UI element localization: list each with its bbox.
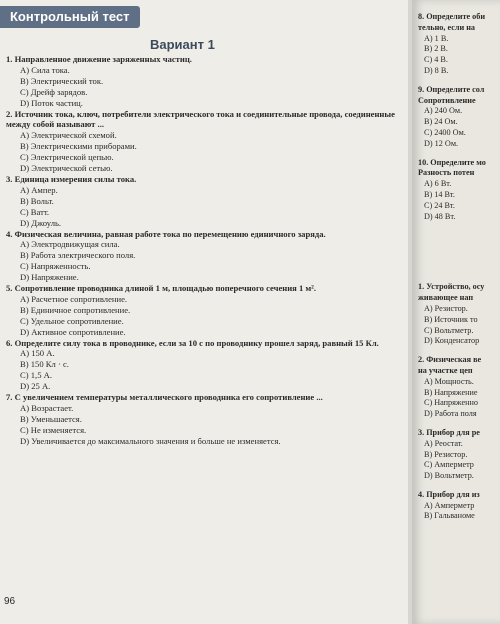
answer-option: A) 150 А. (20, 348, 55, 359)
question-text: 2. Источник тока, ключ, потребители электрического тока и соединительные провода, соединенные между собой называют ... (6, 108, 395, 130)
question-item (418, 282, 498, 347)
answer-option: B) Единичное сопротивление. (20, 304, 131, 315)
question-item (6, 338, 402, 393)
question-item (418, 158, 498, 223)
answer-option: D) Поток частиц. (20, 97, 83, 108)
question-item (418, 355, 498, 420)
question-text-continued: тельно, если на (418, 22, 476, 32)
answer-option: A) Амперметр (424, 500, 475, 510)
answer-option: C) 2400 Ом. (424, 127, 466, 137)
question-text: 6. Определите силу тока в проводнике, если за 10 с по проводнику прошел заряд, равный 15 Кл. (6, 337, 379, 348)
question-item (6, 174, 402, 229)
question-text: 5. Сопротивление проводника длиной 1 м, площадью поперечного сечения 1 м². (6, 283, 316, 294)
question-text: 1. Направленное движение заряженных частиц. (6, 54, 192, 64)
answer-option: A) 1 В. (424, 33, 449, 43)
question-text: 10. Определите мо (418, 157, 486, 167)
answer-option: D) Увеличивается до максимального значения и больше не изменяется. (20, 435, 281, 446)
right-page-questions (418, 12, 498, 530)
answer-option: C) Удельное сопротивление. (20, 315, 124, 326)
question-list (6, 54, 402, 447)
answer-option: C) Дрейф зарядов. (20, 86, 88, 97)
answer-option: B) Уменьшается. (20, 413, 82, 424)
question-text: 1. Устройство, осу (418, 282, 485, 292)
question-text: 9. Определите сол (418, 84, 485, 94)
answer-option: B) Электрический ток. (20, 75, 104, 86)
answer-option: A) Реостат. (424, 438, 463, 448)
question-text-continued: Разность потен (418, 168, 475, 178)
question-text: 4. Физическая величина, равная работе тока по перемещению единичного заряда. (6, 228, 326, 239)
answer-option: C) Электрической цепью. (20, 152, 114, 163)
answer-option: B) 2 В. (424, 44, 448, 54)
question-item (418, 428, 498, 482)
answer-option: A) Резистор. (424, 303, 468, 313)
answer-option: B) Вольт. (20, 195, 54, 206)
answer-option: D) 25 А. (20, 381, 51, 392)
question-item (418, 12, 498, 77)
answer-option: B) Электрическими приборами. (20, 141, 137, 152)
page-number: 96 (4, 596, 16, 607)
answer-option: B) Резистор. (424, 449, 468, 459)
answer-option: A) Сила тока. (20, 64, 70, 75)
question-item (418, 85, 498, 150)
answer-option: A) Расчетное сопротивление. (20, 293, 128, 304)
answer-option: A) Электрической схемой. (20, 130, 117, 141)
answer-option: D) Конденсатор (424, 336, 480, 346)
answer-option: C) Ватт. (20, 206, 50, 217)
answer-option: D) Электрической сетью. (20, 163, 113, 174)
question-text: 7. С увеличением температуры металлического проводника его сопротивление ... (6, 392, 323, 403)
answer-option: A) Ампер. (20, 184, 58, 195)
question-item (418, 490, 498, 522)
answer-option: A) 240 Ом. (424, 106, 463, 116)
question-item (6, 54, 402, 109)
answer-option: D) Активное сопротивление. (20, 326, 126, 337)
question-item (6, 229, 402, 284)
test-header-bar (0, 6, 140, 28)
answer-option: C) 4 В. (424, 55, 448, 65)
answer-option: A) Мощность. (424, 376, 474, 386)
answer-option: D) 12 Ом. (424, 138, 459, 148)
answer-option: C) 24 Вт. (424, 200, 455, 210)
answer-option: B) Работа электрического поля. (20, 250, 136, 261)
question-text-continued: живающее нап (418, 293, 474, 303)
answer-option: C) Напряженно (424, 398, 478, 408)
answer-option: C) Вольтметр. (424, 325, 474, 335)
answer-option: C) Напряженность. (20, 261, 91, 272)
answer-option: A) Возрастает. (20, 403, 74, 413)
variant-title: Вариант 1 (150, 37, 215, 52)
question-text: 4. Прибор для из (418, 489, 480, 499)
answer-option: A) Электродвижущая сила. (20, 239, 120, 250)
answer-option: B) Гальваноме (424, 511, 475, 521)
answer-option: D) Работа поля (424, 409, 477, 419)
answer-option: B) 24 Ом. (424, 117, 458, 127)
question-text-continued: Сопротивление (418, 95, 476, 105)
answer-option: D) Джоуль. (20, 217, 62, 228)
test-title: Контрольный тест (10, 9, 130, 24)
answer-option: C) 1,5 А. (20, 370, 52, 381)
question-item (6, 392, 402, 447)
question-text: 3. Прибор для ре (418, 427, 480, 437)
question-text: 8. Определите оби (418, 12, 486, 21)
answer-option: D) Вольтметр. (424, 471, 474, 481)
answer-option: D) Напряжение. (20, 272, 79, 283)
answer-option: D) 8 В. (424, 65, 449, 75)
answer-option: C) Не изменяется. (20, 424, 87, 435)
question-text: 2. Физическая ве (418, 355, 482, 365)
answer-option: A) 6 Вт. (424, 179, 452, 189)
answer-option: C) Амперметр (424, 460, 474, 470)
question-text-continued: на участке цеп (418, 365, 473, 375)
question-text: 3. Единица измерения силы тока. (6, 173, 137, 184)
question-item (6, 109, 402, 174)
answer-option: B) 14 Вт. (424, 189, 455, 199)
answer-option: B) 150 Кл · с. (20, 359, 69, 370)
answer-option: B) Источник то (424, 314, 478, 324)
answer-option: D) 48 Вт. (424, 211, 456, 221)
question-item (6, 283, 402, 338)
answer-option: B) Напряжение (424, 387, 478, 397)
